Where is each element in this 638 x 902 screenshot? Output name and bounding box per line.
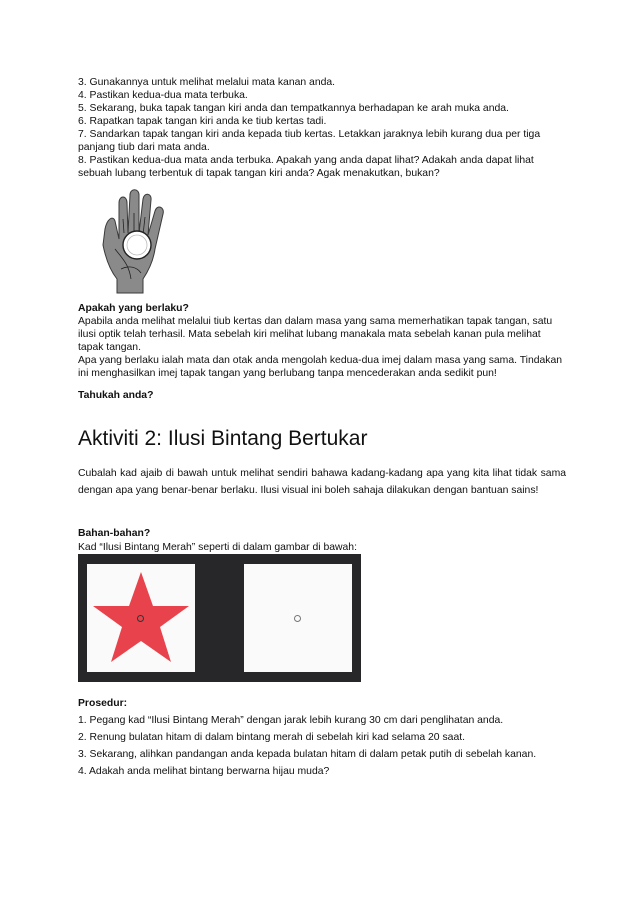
procedure-heading: Prosedur:	[78, 698, 128, 709]
procedure-step-3: 3. Sekarang, alihkan pandangan anda kepada bulatan hitam di dalam petak putih di sebelah kanan.	[78, 749, 537, 760]
activity2-intro: Cubalah kad ajaib di bawah untuk melihat sendiri bahawa kadang-kadang apa yang kita lihat tidak sama dengan apa yang benar-benar berlaku. Ilusi visual ini boleh sahaja dilakukan dengan bantuan sains!	[78, 468, 566, 496]
procedure-step-4: 4. Adakah anda melihat bintang berwarna hijau muda?	[78, 766, 330, 777]
materials-text: Kad “Ilusi Bintang Merah” seperti di dalam gambar di bawah:	[78, 542, 357, 553]
step-5: 5. Sekarang, buka tapak tangan kiri anda dan tempatkannya berhadapan ke arah muka anda.	[78, 103, 509, 114]
what-happens-para1: Apabila anda melihat melalui tiub kertas dan dalam masa yang sama memerhatikan tapak tangan, satu ilusi optik telah terhasil. Mata sebelah kiri melihat lubang manakala mata sebelah kanan pula melihat tapak tangan.	[78, 316, 553, 353]
procedure-step-2: 2. Renung bulatan hitam di dalam bintang merah di sebelah kiri kad selama 20 saat.	[78, 732, 465, 743]
materials-heading: Bahan-bahan?	[78, 528, 151, 539]
blank-panel	[244, 564, 352, 672]
activity2-title: Aktiviti 2: Ilusi Bintang Bertukar	[78, 427, 368, 450]
star-panel	[87, 564, 195, 672]
step-3: 3. Gunakannya untuk melihat melalui mata kanan anda.	[78, 77, 336, 88]
step-8: 8. Pastikan kedua-dua mata anda terbuka. Apakah yang anda dapat lihat? Adakah anda dapat lihat sebuah lubang terbentuk di tapak tangan kiri anda? Agak menakutkan, bukan?	[78, 155, 534, 179]
fixation-dot-right	[294, 615, 301, 622]
fixation-dot-left	[137, 615, 144, 622]
red-star-illusion-card	[78, 554, 361, 682]
what-happens-heading: Apakah yang berlaku?	[78, 303, 189, 314]
hand-with-hole-image	[95, 189, 173, 295]
what-happens-para2: Apa yang berlaku ialah mata dan otak anda mengolah kedua-dua imej dalam masa yang sama. Tindakan ini menghasilkan imej tapak tangan yang berlubang tanpa mencederakan anda sedikit pun!	[78, 355, 563, 379]
procedure-step-1: 1. Pegang kad “Ilusi Bintang Merah” dengan jarak lebih kurang 30 cm dari penglihatan anda.	[78, 715, 504, 726]
step-6: 6. Rapatkan tapak tangan kiri anda ke tiub kertas tadi.	[78, 116, 327, 127]
step-4: 4. Pastikan kedua-dua mata terbuka.	[78, 90, 248, 101]
did-you-know-heading: Tahukah anda?	[78, 390, 154, 401]
step-7: 7. Sandarkan tapak tangan kiri anda kepada tiub kertas. Letakkan jaraknya lebih kurang dua per tiga panjang tiub dari mata anda.	[78, 129, 541, 153]
